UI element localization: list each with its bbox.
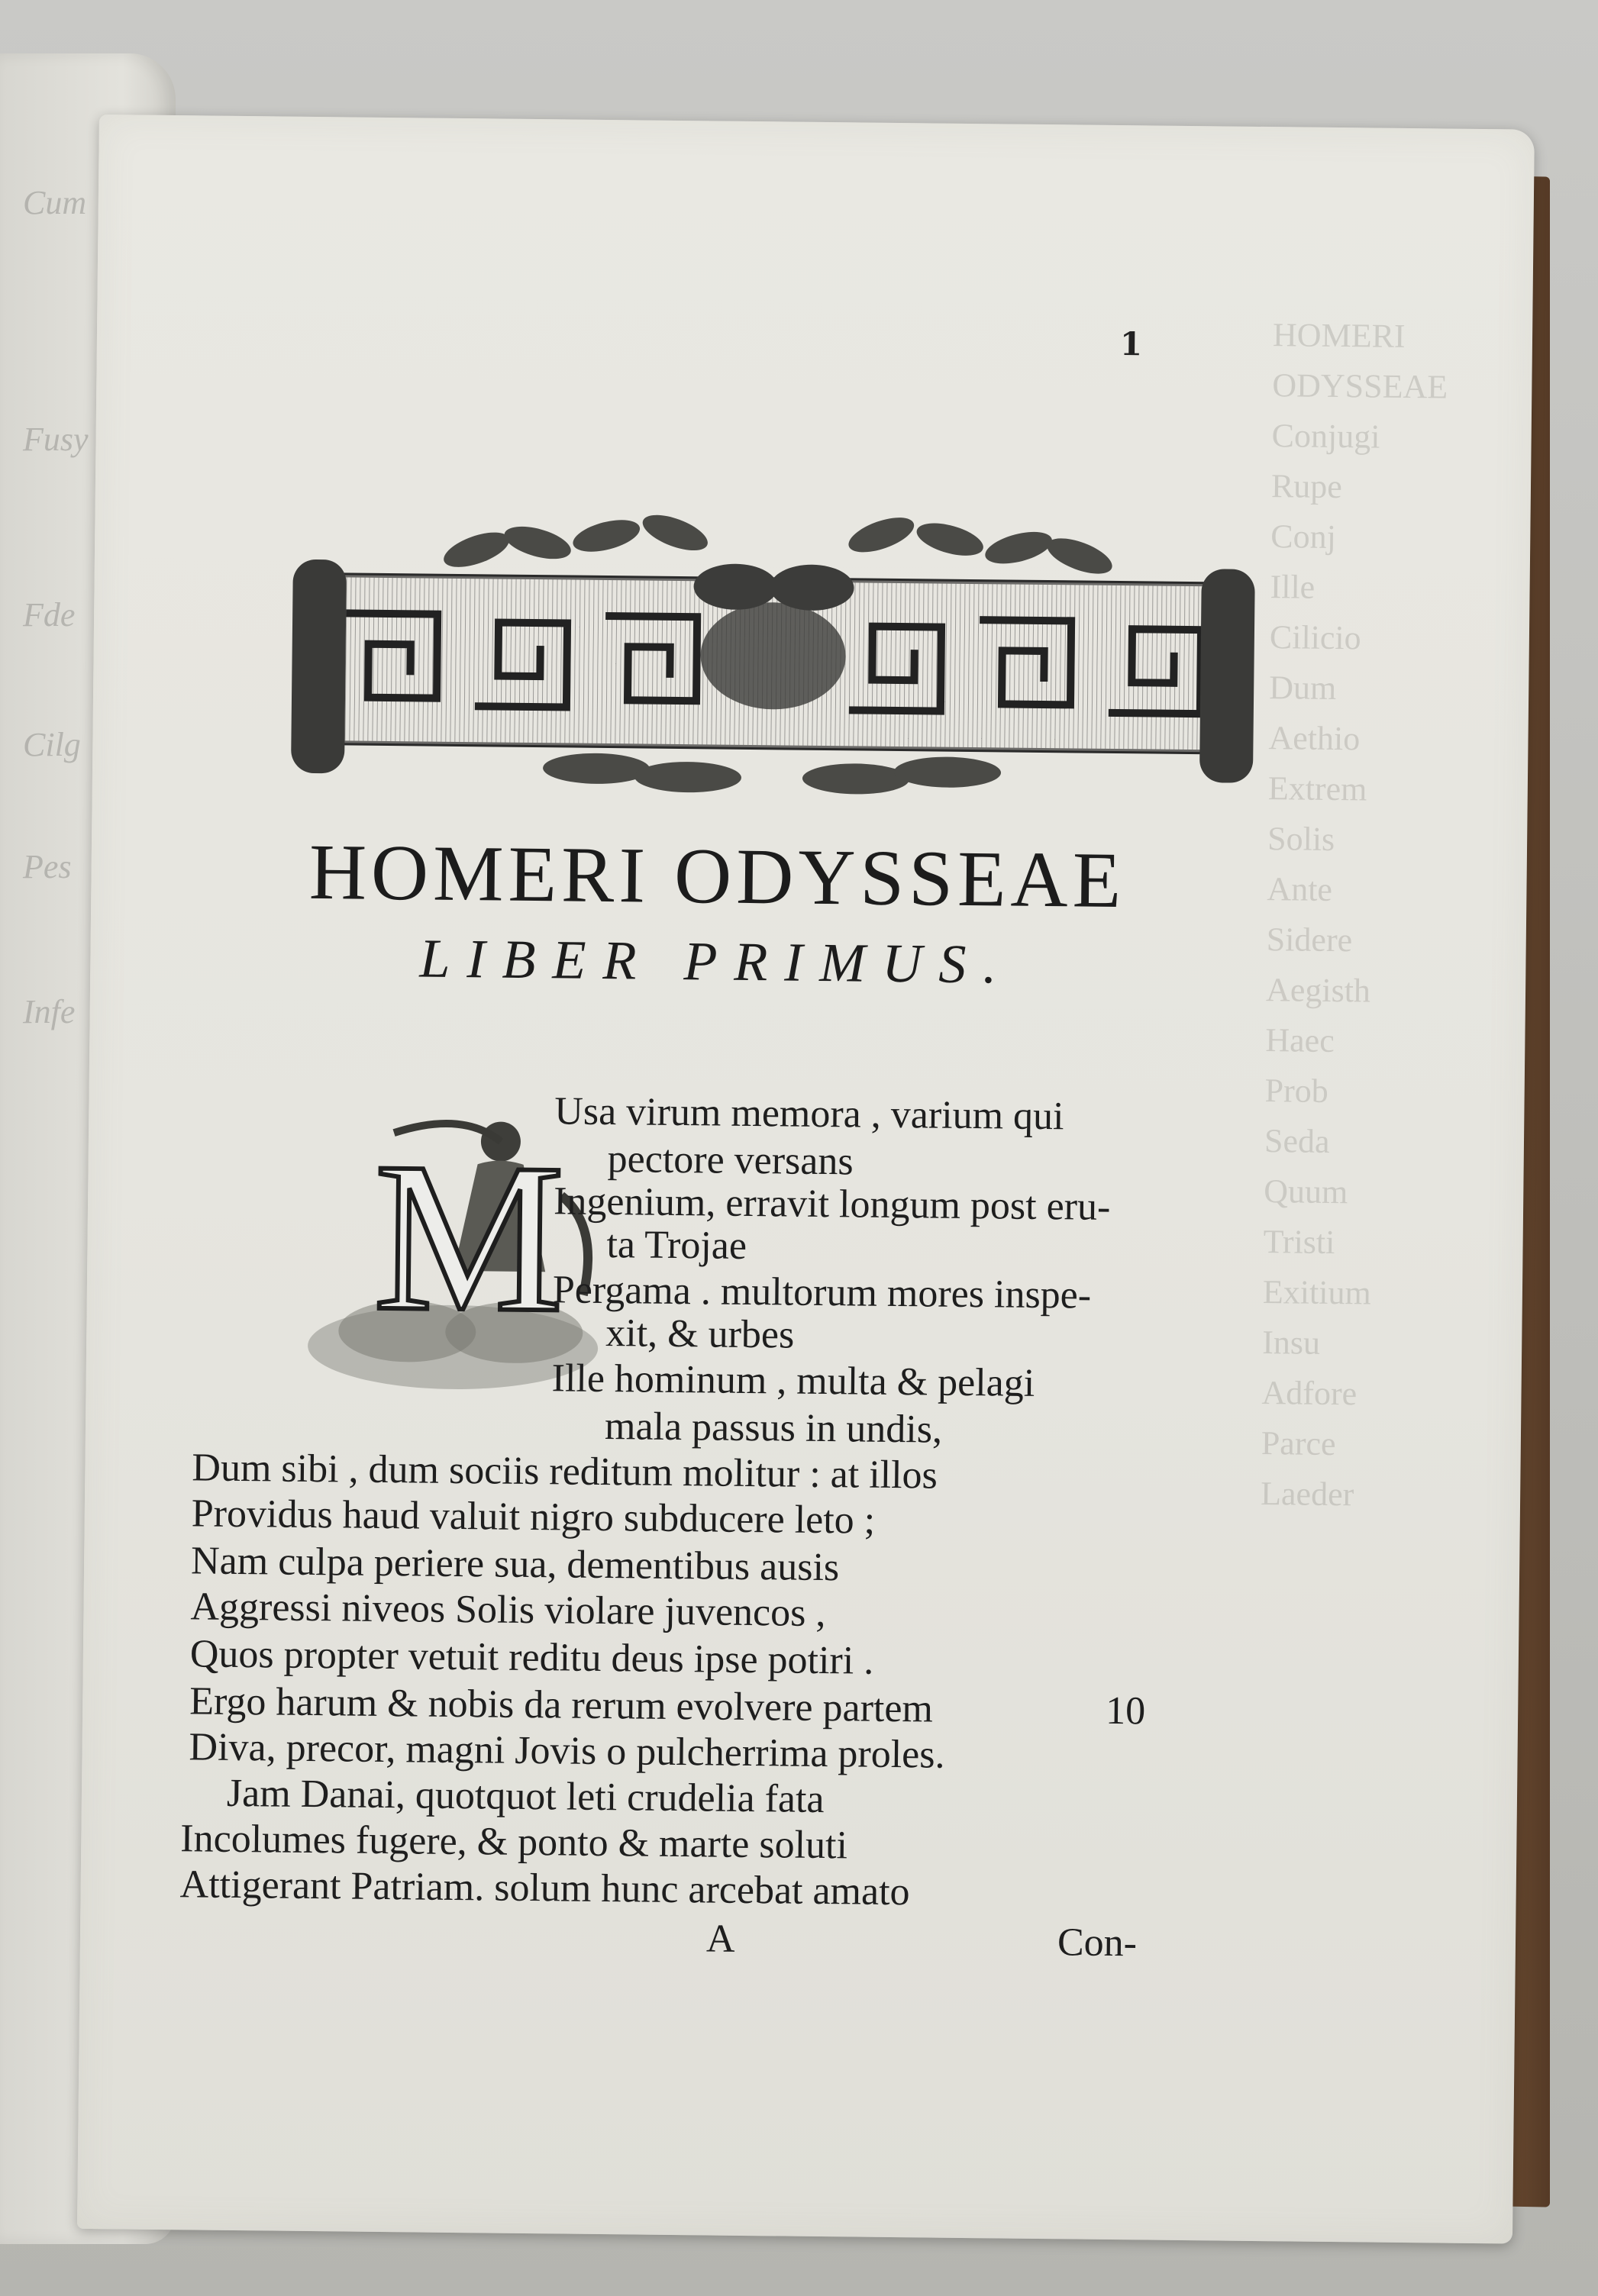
- book-subtitle: LIBER PRIMUS.: [419, 927, 1014, 995]
- margin-fragment: Cum: [23, 184, 87, 221]
- margin-fragment: Fusy: [23, 421, 89, 458]
- book-title: HOMERI ODYSSEAE: [308, 827, 1126, 925]
- verse-line: Ergo harum & nobis da rerum evolvere partem: [189, 1679, 934, 1731]
- verse-line: Aggressi niveos Solis violare juvencos ,: [190, 1585, 826, 1636]
- verse-text: [77, 114, 1535, 2244]
- bleed-through-line: HOMERI ODYSSEAE: [1272, 316, 1448, 406]
- verse-line: Ingenium, erravit longum post eru-: [553, 1179, 1111, 1229]
- verse-line: xit, & urbes: [605, 1311, 795, 1357]
- margin-fragment: Pes: [23, 848, 72, 885]
- bleed-through-line: Cilicio: [1269, 618, 1361, 657]
- verse-line: Providus haud valuit nigro subducere leto ;: [191, 1491, 876, 1543]
- verse-line: Ille hominum , multa & pelagi: [551, 1356, 1035, 1405]
- catchword: Con-: [1057, 1920, 1138, 1965]
- book-page: [77, 114, 1535, 2244]
- margin-fragment: Cilg: [23, 726, 81, 763]
- bleed-through-line: Parce: [1261, 1424, 1336, 1463]
- verse-line: pectore versans: [607, 1137, 854, 1184]
- bleed-through-line: Rupe: [1270, 467, 1343, 506]
- bleed-through-line: Insu: [1261, 1324, 1321, 1362]
- bleed-through-line: Haec: [1265, 1021, 1335, 1060]
- signature-mark: A: [705, 1917, 735, 1961]
- bleed-through-line: Adfore: [1261, 1374, 1357, 1413]
- bleed-through-line: Exitium: [1262, 1273, 1371, 1312]
- verse-line: Dum sibi , dum sociis reditum molitur : at illos: [192, 1446, 938, 1498]
- verse-line: mala passus in undis,: [604, 1404, 943, 1452]
- bleed-through-line: Laeder: [1260, 1475, 1354, 1514]
- bleed-through-line: Extrem: [1267, 769, 1367, 808]
- verse-line: ta Trojae: [606, 1223, 747, 1268]
- verse-line: Attigerant Patriam. solum hunc arcebat amato: [179, 1862, 910, 1914]
- verse-line: Nam culpa periere sua, dementibus ausis: [190, 1539, 840, 1590]
- margin-fragment: Fde: [23, 596, 76, 634]
- bleed-through-line: Conj: [1270, 518, 1337, 556]
- bleed-through-line: Tristi: [1263, 1223, 1335, 1262]
- bleed-through-line: Ante: [1267, 870, 1333, 908]
- bleed-through-line: Ille: [1270, 568, 1316, 606]
- verse-line: Incolumes fugere, & ponto & marte soluti: [180, 1817, 848, 1868]
- bleed-through-line: Conjugi: [1271, 417, 1380, 456]
- verse-line: Quos propter vetuit reditu deus ipse potiri .: [189, 1632, 874, 1683]
- bleed-through-line: Aegisth: [1265, 971, 1371, 1010]
- bleed-through-line: Dum: [1268, 669, 1337, 708]
- bleed-through-line: Solis: [1267, 820, 1335, 858]
- initial-letter: M: [373, 1117, 566, 1357]
- verse-line: Diva, precor, magni Jovis o pulcherrima proles.: [189, 1725, 945, 1777]
- verse-line: Jam Danai, quotquot leti crudelia fata: [226, 1771, 825, 1822]
- line-number: 10: [1105, 1688, 1146, 1733]
- page-number: 1: [1119, 325, 1143, 363]
- verse-line: Pergama . multorum mores inspe-: [552, 1268, 1092, 1317]
- bleed-through-line: Aethio: [1268, 719, 1361, 758]
- margin-fragment: Infe: [23, 993, 76, 1030]
- bleed-through-line: Quum: [1264, 1172, 1348, 1211]
- bleed-through-line: Seda: [1264, 1122, 1330, 1160]
- bleed-through-line: Prob: [1264, 1072, 1329, 1110]
- verse-line: Usa virum memora , varium qui: [554, 1089, 1064, 1139]
- bleed-through-line: Sidere: [1266, 921, 1353, 959]
